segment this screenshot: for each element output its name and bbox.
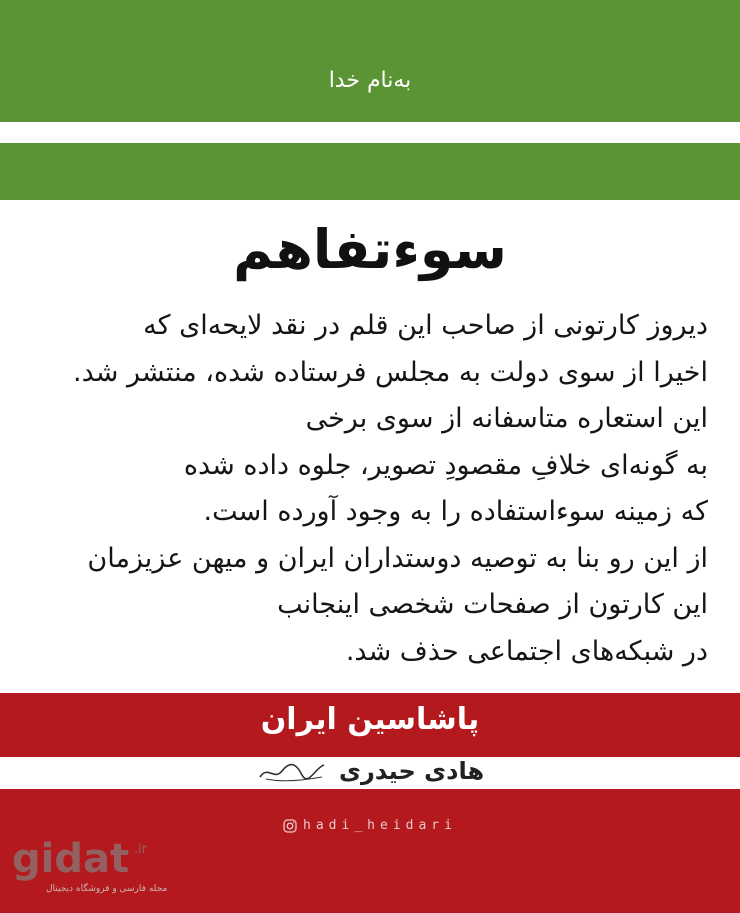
instagram-handle: hadi_heidari [303,818,457,833]
signature-icon [256,757,328,785]
body-line: این استعاره متاسفانه از سوی برخی [305,403,708,434]
body-line: که زمینه سوءاستفاده را به وجود آورده است. [203,496,708,527]
watermark-tagline: مجله فارسی و فروشگاه دیجیتال [46,884,168,894]
body-line: اخیرا از سوی دولت به مجلس فرستاده شده، منتشر شد. [72,356,708,388]
watermark-brand: gidat [12,836,130,882]
author-name: هادی حیدری [339,757,485,785]
gidat-watermark [12,836,172,900]
body-line: این کارتون از صفحات شخصی اینجانب [277,589,708,620]
body-line: دیروز کارتونی از صاحب این قلم در نقد لایحه‌ای که [143,310,708,341]
body-line: به گونه‌ای خلافِ مقصودِ تصویر، جلوه داده شده [183,449,708,481]
article-body [18,303,708,675]
slogan-text: پاشاسین ایران [260,702,480,737]
article-title: سوءتفاهم [233,218,507,281]
watermark-tld: .ir [134,842,148,857]
social-handle [0,818,740,833]
second-green-band [0,143,740,200]
instagram-icon [283,819,297,833]
body-line: در شبکه‌های اجتماعی حذف شد. [345,635,708,667]
author-line [0,757,740,789]
body-line: از این رو بنا به توصیه دوستداران ایران و میهن عزیزمان [87,542,708,574]
top-green-band [0,0,740,122]
bismillah-heading: به‌نام خدا [328,68,412,93]
